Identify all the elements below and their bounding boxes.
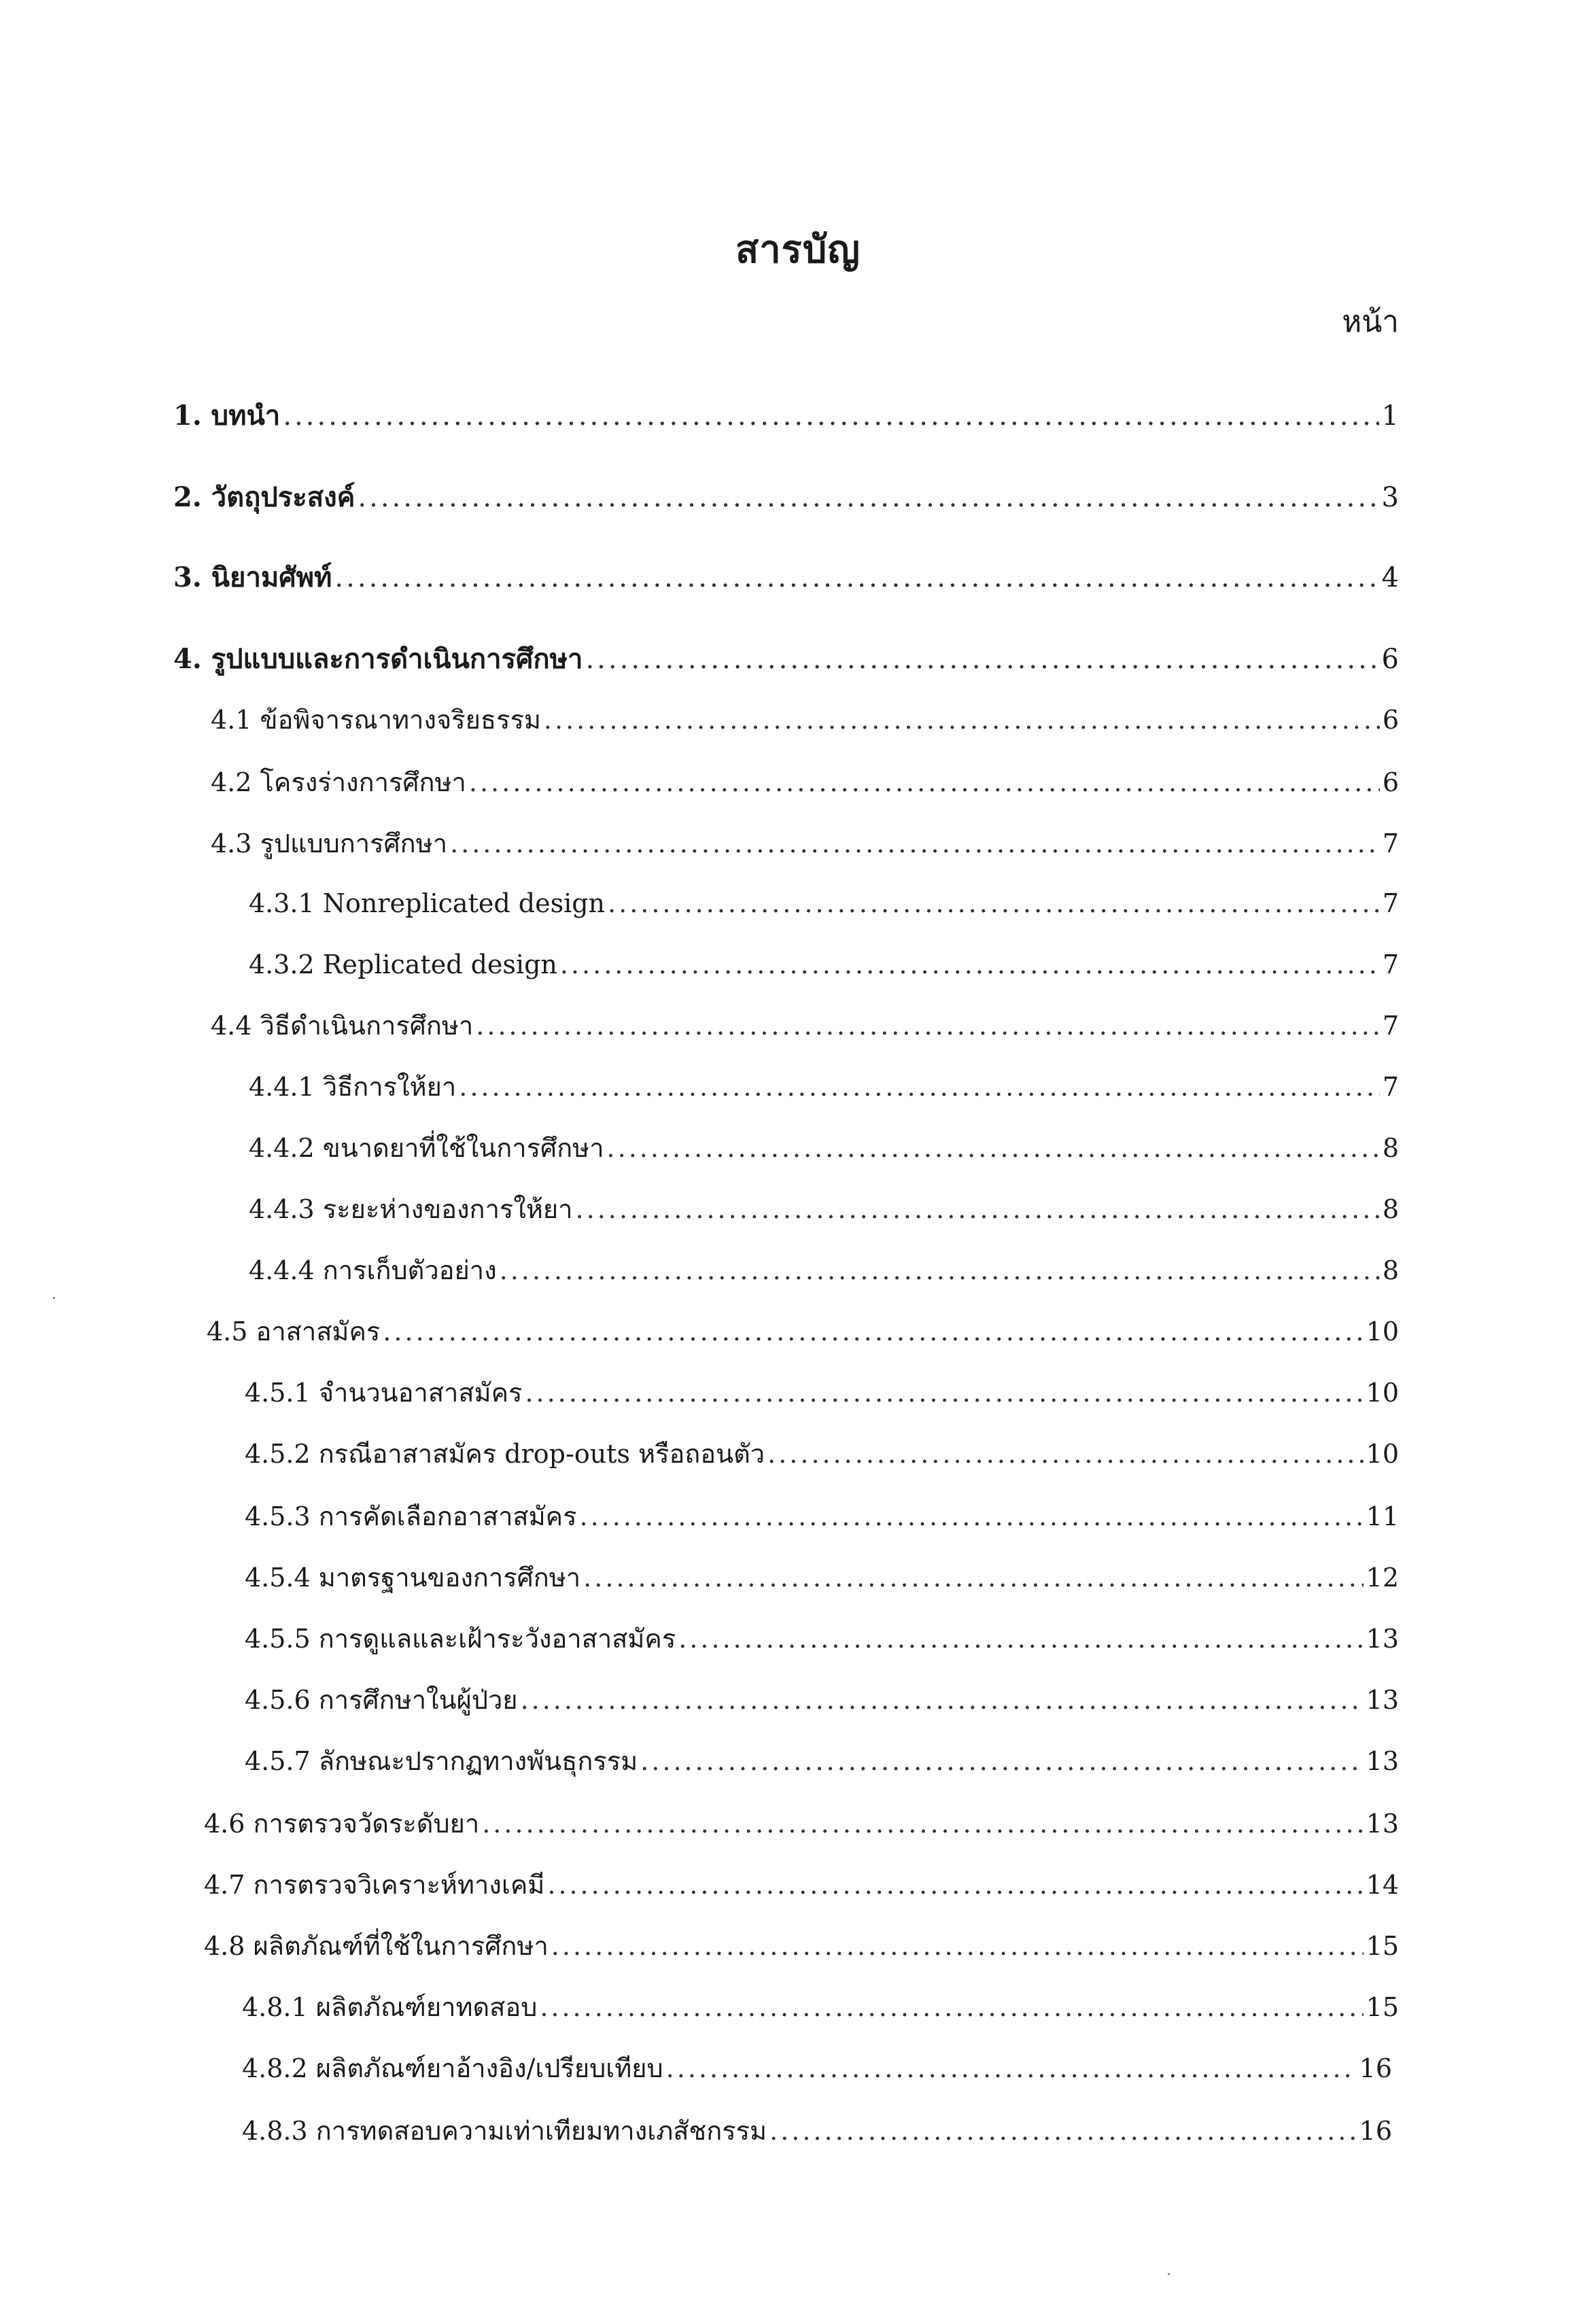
toc-entry-label: 4.3.2 Replicated design: [249, 950, 557, 979]
toc-entry: [242, 2055, 1392, 2081]
dot-leader: [358, 484, 1378, 511]
toc-entry-label: 4.5.3 การคัดเลือกอาสาสมัคร: [245, 1501, 577, 1531]
dot-leader: [769, 2118, 1357, 2144]
toc-entry-label: 4.2 โครงร่างการศึกษา: [211, 767, 466, 797]
dot-leader: [551, 1933, 1364, 1959]
toc-entry: [249, 1257, 1399, 1283]
toc-entry-label: 4. รูปแบบและการดำเนินการศึกษา: [173, 643, 583, 675]
toc-entry-page: 8: [1382, 1255, 1399, 1285]
toc-entry-label: 4.4 วิธีดำเนินการศึกษา: [211, 1011, 474, 1041]
toc-entry-page: 16: [1359, 2053, 1392, 2083]
dot-leader: [678, 1626, 1363, 1652]
toc-entry: [173, 561, 1399, 593]
toc-entry-page: 12: [1366, 1563, 1399, 1593]
toc-entry-label: 4.8.1 ผลิตภัณฑ์ยาทดสอบ: [242, 1992, 538, 2022]
toc-entry: [249, 890, 1399, 916]
dot-leader: [576, 1196, 1380, 1222]
toc-entry-page: 7: [1382, 1072, 1399, 1102]
toc-entry-label: 4.8.2 ผลิตภัณฑ์ยาอ้างอิง/เปรียบเทียบ: [242, 2053, 663, 2083]
toc-entry-label: 4.5 อาสาสมัคร: [207, 1317, 381, 1346]
toc-entry: [245, 1501, 1399, 1531]
dot-leader: [450, 831, 1380, 856]
toc-entry-page: 8: [1382, 1133, 1399, 1163]
dot-leader: [607, 1135, 1380, 1161]
toc-entry-label: 1. บทนำ: [173, 400, 281, 432]
toc-entry: [204, 1811, 1399, 1837]
toc-entry-label: 4.3 รูปแบบการศึกษา: [211, 829, 448, 858]
toc-entry-label: 4.5.7 ลักษณะปรากฏทางพันธุกรรม: [245, 1746, 638, 1776]
dot-leader: [469, 769, 1380, 795]
toc-entry-label: 4.7 การตรวจวิเคราะห์ทางเคมี: [204, 1870, 545, 1900]
scan-speck: [1168, 2273, 1170, 2275]
dot-leader: [767, 1441, 1364, 1467]
dot-leader: [640, 1748, 1363, 1774]
toc-entry: [249, 952, 1399, 977]
toc-entry: [249, 1135, 1399, 1161]
toc-entry-label: 4.5.1 จำนวนอาสาสมัคร: [245, 1378, 523, 1408]
dot-leader: [666, 2055, 1357, 2081]
toc-entry: [242, 2118, 1392, 2144]
toc-entry: [245, 1565, 1399, 1591]
toc-entry: [173, 643, 1399, 675]
toc-entry-page: 10: [1366, 1439, 1399, 1469]
toc-entry-page: 10: [1366, 1317, 1399, 1346]
toc-entry-page: 8: [1382, 1194, 1399, 1224]
page-title: สารบัญ: [735, 227, 861, 272]
dot-leader: [521, 1687, 1364, 1713]
dot-leader: [580, 1504, 1364, 1529]
toc-entry: [245, 1626, 1399, 1652]
dot-leader: [540, 1994, 1363, 2020]
toc-entry-label: 4.4.2 ขนาดยาที่ใช้ในการศึกษา: [249, 1133, 604, 1163]
toc-entry: [245, 1687, 1399, 1713]
toc-entry: [249, 1196, 1399, 1222]
toc-entry-label: 4.8 ผลิตภัณฑ์ที่ใช้ในการศึกษา: [204, 1931, 549, 1961]
toc-entry: [207, 1319, 1399, 1344]
page-column-label: หน้า: [1342, 305, 1399, 339]
toc-entry-page: 13: [1366, 1624, 1399, 1654]
dot-leader: [544, 707, 1380, 733]
toc-entry-page: 13: [1366, 1685, 1399, 1715]
toc-entry-page: 3: [1381, 482, 1399, 513]
toc-entry-page: 4: [1381, 562, 1399, 593]
dot-leader: [500, 1257, 1380, 1283]
toc-entry-label: 4.8.3 การทดสอบความเท่าเทียมทางเภสัชกรรม: [242, 2116, 767, 2146]
toc-entry: [245, 1380, 1399, 1406]
dot-leader: [383, 1319, 1363, 1344]
dot-leader: [482, 1811, 1363, 1837]
toc-entry-label: 3. นิยามศัพท์: [173, 561, 332, 593]
toc-entry-page: 13: [1366, 1809, 1399, 1839]
toc-entry-page: 1: [1381, 400, 1399, 432]
toc-entry-label: 4.4.1 วิธีการให้ยา: [249, 1072, 457, 1102]
toc-entry-label: 4.1 ข้อพิจารณาทางจริยธรรม: [211, 705, 541, 735]
toc-entry: [211, 831, 1399, 856]
toc-entry: [245, 1441, 1399, 1467]
toc-entry: [249, 1074, 1399, 1100]
toc-entry: [211, 1013, 1399, 1039]
toc-entry: [173, 402, 1399, 430]
toc-entry: [211, 769, 1399, 795]
toc-entry-page: 15: [1366, 1992, 1399, 2022]
toc-entry-page: 16: [1359, 2116, 1392, 2146]
toc-entry-page: 7: [1382, 888, 1399, 918]
dot-leader: [583, 1565, 1363, 1591]
toc-entry-label: 4.5.2 กรณีอาสาสมัคร drop-outs หรือถอนตัว: [245, 1439, 765, 1469]
toc-entry-page: 14: [1366, 1870, 1399, 1900]
toc-entry-label: 4.4.4 การเก็บตัวอย่าง: [249, 1255, 497, 1285]
toc-entry-page: 13: [1366, 1746, 1399, 1776]
toc-entry-page: 7: [1382, 829, 1399, 858]
toc-entry-page: 6: [1381, 644, 1399, 675]
dot-leader: [334, 564, 1378, 591]
dot-leader: [608, 890, 1380, 916]
toc-entry: [204, 1872, 1399, 1898]
dot-leader: [459, 1074, 1380, 1100]
toc-entry-page: 15: [1366, 1931, 1399, 1961]
dot-leader: [560, 952, 1380, 977]
dot-leader: [547, 1872, 1363, 1898]
toc-entry-label: 4.3.1 Nonreplicated design: [249, 888, 606, 918]
toc-entry: [204, 1933, 1399, 1959]
dot-leader: [476, 1013, 1380, 1039]
toc-entry-label: 4.6 การตรวจวัดระดับยา: [204, 1809, 480, 1839]
toc-entry: [242, 1994, 1399, 2020]
toc-entry-page: 10: [1366, 1378, 1399, 1408]
toc-entry-label: 4.5.6 การศึกษาในผู้ป่วย: [245, 1685, 518, 1715]
scan-speck: [53, 1297, 55, 1299]
toc-entry-page: 7: [1382, 950, 1399, 979]
dot-leader: [585, 646, 1378, 673]
toc-entry-label: 4.5.4 มาตรฐานของการศึกษา: [245, 1563, 581, 1593]
dot-leader: [283, 402, 1378, 430]
toc-entry-label: 4.4.3 ระยะห่างของการให้ยา: [249, 1194, 573, 1224]
toc-entry-label: 2. วัตถุประสงค์: [173, 481, 355, 513]
toc-entry-page: 7: [1382, 1011, 1399, 1041]
toc-entry-label: 4.5.5 การดูแลและเฝ้าระวังอาสาสมัคร: [245, 1624, 676, 1654]
toc-entry: [173, 481, 1399, 513]
toc-entry-page: 6: [1382, 705, 1399, 735]
toc-entry-page: 6: [1382, 767, 1399, 797]
toc-entry: [211, 707, 1399, 733]
toc-entry-page: 11: [1366, 1501, 1399, 1531]
dot-leader: [525, 1380, 1363, 1406]
toc-entry: [245, 1748, 1399, 1774]
